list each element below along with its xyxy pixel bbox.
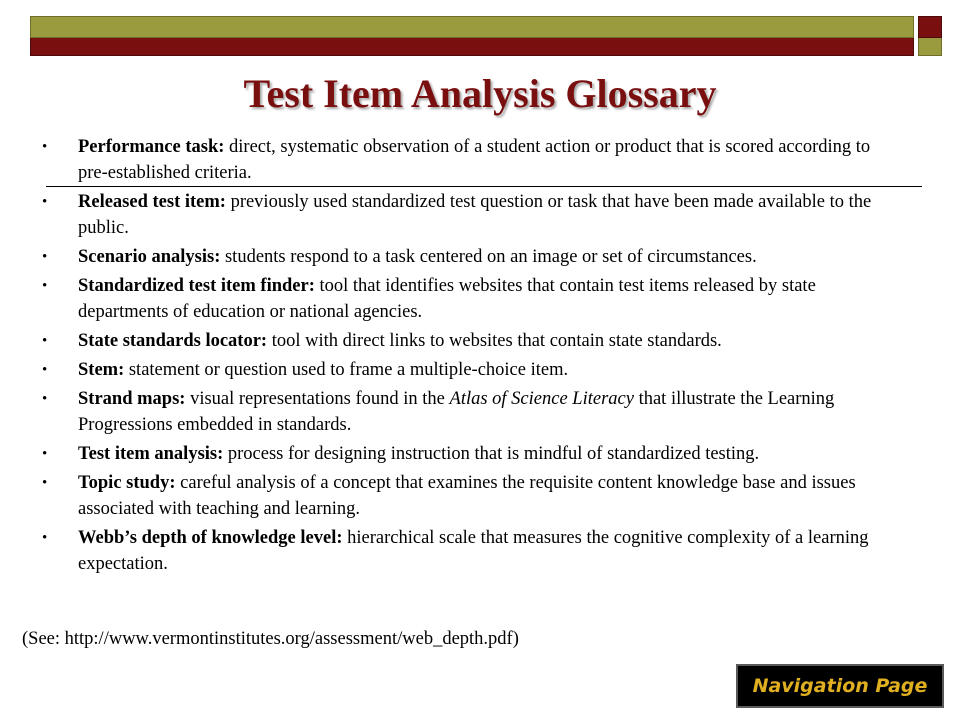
glossary-definition: statement or question used to frame a multiple-choice item. (124, 360, 569, 380)
glossary-term: State standards locator: (78, 331, 268, 351)
bullet-icon: • (42, 249, 48, 265)
glossary-item-scenario-analysis (40, 244, 900, 270)
glossary-term: Standardized test item finder: (78, 276, 315, 296)
glossary-definition: process for designing instruction that is mindful of standardized testing. (223, 444, 760, 464)
glossary-term: Performance task: (78, 137, 225, 157)
glossary-term: Test item analysis: (78, 444, 224, 464)
glossary-item-webbs-depth-of-knowledge (40, 525, 900, 577)
corner-square-maroon (918, 16, 942, 38)
bullet-icon: • (42, 278, 48, 294)
glossary-definition: students respond to a task centered on an image or set of circumstances. (220, 247, 757, 267)
bullet-icon: • (42, 530, 48, 546)
glossary-item-standardized-test-item-finder (40, 273, 900, 325)
glossary-term: Released test item: (78, 192, 226, 212)
bullet-icon: • (42, 139, 48, 155)
glossary-definition: previously used standardized test question or task that have been made available to the public. (78, 192, 872, 238)
glossary-definition: tool with direct links to websites that contain state standards. (267, 331, 722, 351)
glossary-definition-continued: that illustrate the Learning Progressions embedded in standards. (78, 389, 835, 435)
glossary-definition: visual representations found in the (185, 389, 450, 409)
divider-line (46, 186, 922, 187)
navigation-page-button[interactable]: Navigation Page (736, 664, 944, 708)
slide-title: Test Item Analysis Glossary (243, 71, 717, 116)
glossary-term: Strand maps: (78, 389, 186, 409)
bullet-icon: • (42, 194, 48, 210)
glossary-item-strand-maps (40, 386, 900, 438)
glossary-term: Stem: (78, 360, 125, 380)
header-bar-maroon (30, 38, 914, 56)
bullet-icon: • (42, 391, 48, 407)
bullet-icon: • (42, 446, 48, 462)
source-note: (See: http://www.vermontinstitutes.org/assessment/web_depth.pdf) (22, 629, 519, 649)
bullet-icon: • (42, 475, 48, 491)
bullet-icon: • (42, 333, 48, 349)
glossary-definition: tool that identifies websites that contain test items released by state departments of education or national agencies. (78, 276, 816, 322)
glossary-item-topic-study (40, 470, 900, 522)
corner-square-olive (918, 38, 942, 56)
glossary-item-state-standards-locator (40, 328, 900, 354)
glossary-definition: direct, systematic observation of a student action or product that is scored according to pre-established criteria. (78, 137, 871, 183)
glossary-item-released-test-item (40, 189, 900, 241)
glossary-definition: hierarchical scale that measures the cognitive complexity of a learning expectation. (78, 528, 869, 574)
book-title: Atlas of Science Literacy (449, 389, 634, 409)
glossary-term: Webb’s depth of knowledge level: (78, 528, 343, 548)
glossary-item-stem (40, 357, 900, 383)
glossary-list (40, 134, 900, 580)
glossary-term: Topic study: (78, 473, 176, 493)
bullet-icon: • (42, 362, 48, 378)
glossary-definition: careful analysis of a concept that examines the requisite content knowledge base and issues associated with teaching and learning. (78, 473, 856, 519)
header-bar-olive (30, 16, 914, 38)
glossary-item-test-item-analysis (40, 441, 900, 467)
glossary-term: Scenario analysis: (78, 247, 221, 267)
glossary-item-performance-task (40, 134, 900, 186)
